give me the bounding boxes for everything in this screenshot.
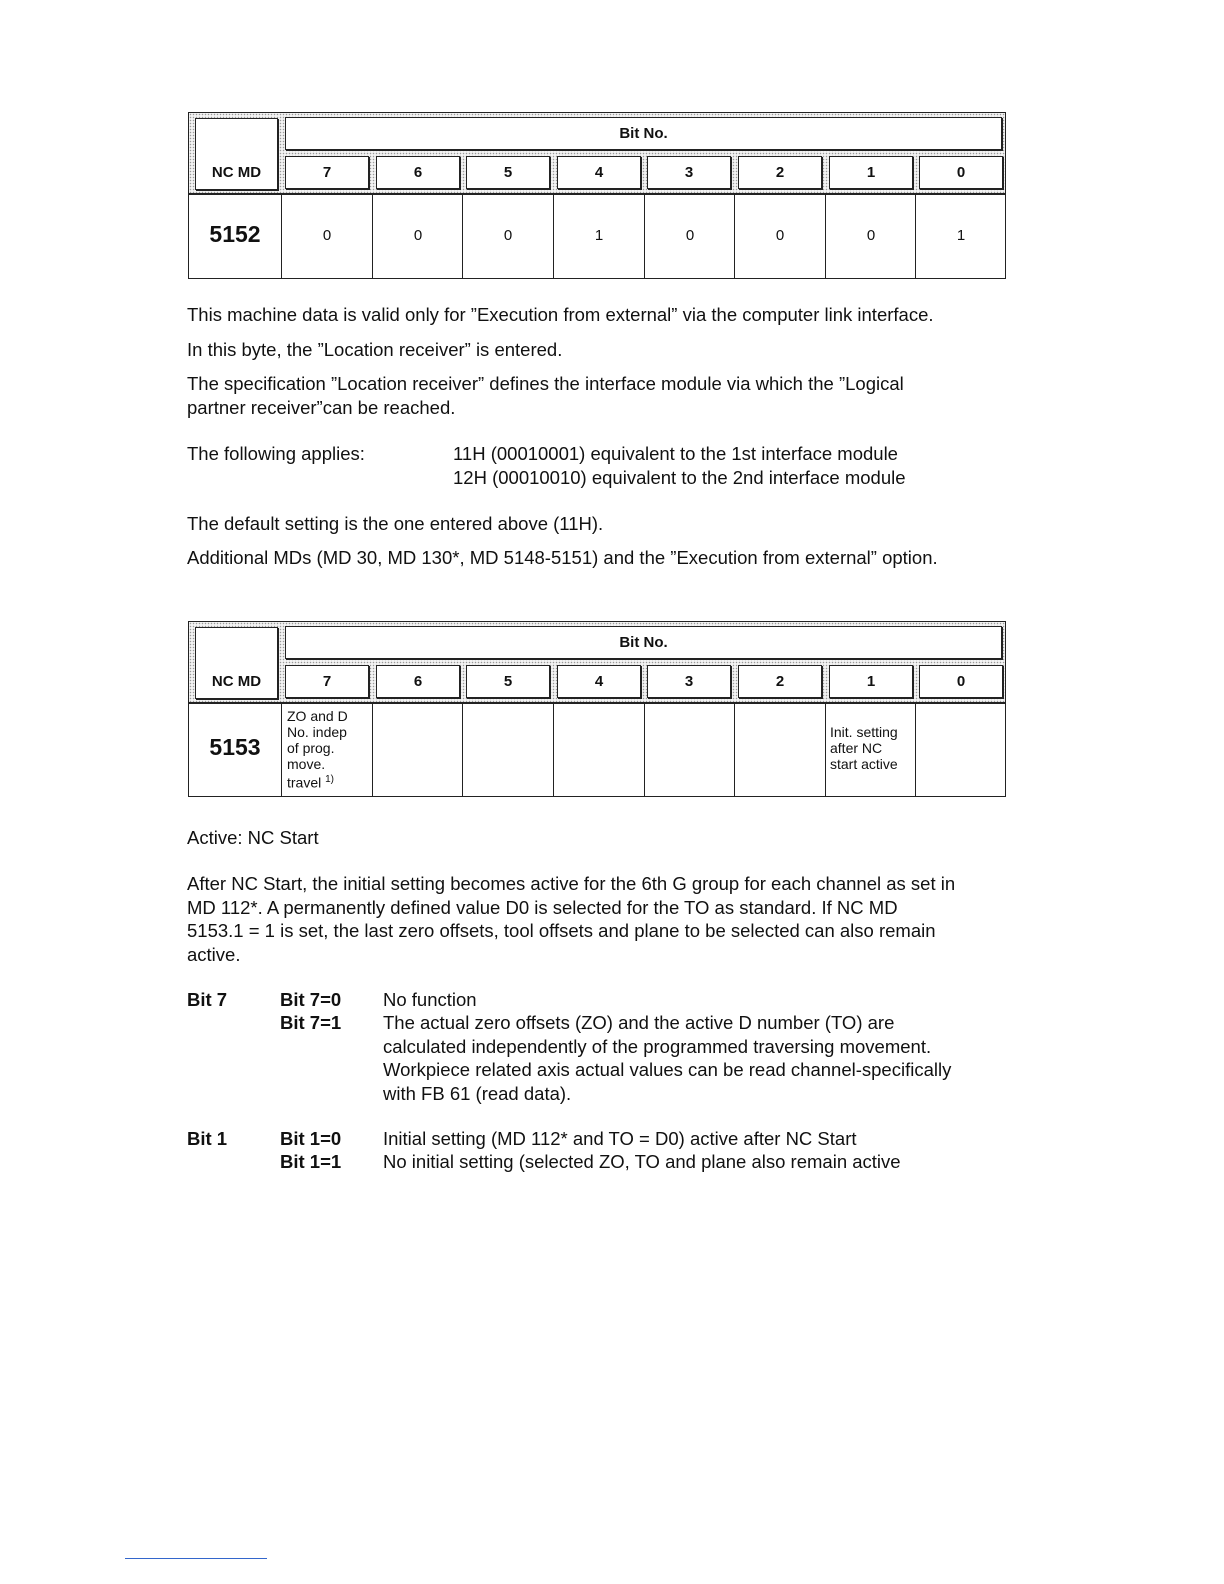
bit-7-0-label: Bit 7=0 — [280, 989, 342, 1010]
text-line: of prog. — [287, 740, 335, 756]
divider — [915, 702, 916, 796]
bit-6-value: 0 — [413, 227, 423, 244]
table-header — [189, 113, 1005, 195]
paragraph: The specification ”Location receiver” defines the interface module via which the ”Logical — [187, 373, 904, 394]
bit-3-value: 0 — [685, 227, 695, 244]
bit-1-description — [830, 724, 898, 772]
text-line: calculated independently of the programmed traversing movement. — [383, 1035, 932, 1057]
footnote-separator — [125, 1558, 267, 1559]
applies-item: 12H (00010010) equivalent to the 2nd interface module — [453, 467, 906, 488]
md-5152-table — [188, 112, 1006, 279]
divider — [734, 702, 735, 796]
bit-1-1-text: No initial setting (selected ZO, TO and plane also remain active — [383, 1151, 901, 1172]
bit-7-description — [287, 708, 348, 791]
bit-1-0-label: Bit 1=0 — [280, 1128, 342, 1149]
bit-no-header: Bit No. — [285, 117, 1002, 150]
paragraph: Additional MDs (MD 30, MD 130*, MD 5148-5151) and the ”Execution from external” option. — [187, 547, 938, 568]
bit-6-header: 6 — [376, 665, 460, 698]
applies-label: The following applies: — [187, 443, 365, 464]
bit-3-header: 3 — [647, 665, 731, 698]
bit-7-1-text — [383, 1011, 1003, 1105]
bit-4-value: 1 — [594, 227, 604, 244]
nc-md-header: NC MD — [195, 627, 278, 699]
text-line: 5153.1 = 1 is set, the last zero offsets, tool offsets and plane to be selected can also remain — [187, 920, 936, 941]
bit-1-header: 1 — [829, 156, 913, 189]
divider — [462, 702, 463, 796]
divider — [372, 702, 373, 796]
bit-2-header: 2 — [738, 156, 822, 189]
bit-2-value: 0 — [775, 227, 785, 244]
bit-5-value: 0 — [503, 227, 513, 244]
bit-0-header: 0 — [919, 665, 1003, 698]
text-line — [287, 772, 348, 791]
bit-2-header: 2 — [738, 665, 822, 698]
text-line: active. — [187, 943, 241, 965]
text-line: The actual zero offsets (ZO) and the active D number (TO) are — [383, 1012, 895, 1033]
text-line: after NC — [830, 740, 883, 756]
paragraph: In this byte, the ”Location receiver” is entered. — [187, 339, 563, 360]
footnote-marker: 1) — [325, 774, 335, 785]
divider — [281, 702, 282, 796]
text-line: Init. setting — [830, 724, 898, 740]
text-line: start active — [830, 756, 898, 772]
bit-3-header: 3 — [647, 156, 731, 189]
table-header — [189, 622, 1005, 704]
nc-md-header: NC MD — [195, 118, 278, 190]
bit-7-0-text: No function — [383, 989, 477, 1010]
bit-7-1-label: Bit 7=1 — [280, 1012, 342, 1033]
paragraph: The default setting is the one entered above (11H). — [187, 513, 604, 534]
bit-4-header: 4 — [557, 665, 641, 698]
md-5153-table — [188, 621, 1006, 797]
bit-7-header: 7 — [285, 156, 369, 189]
bit-1-1-label: Bit 1=1 — [280, 1151, 342, 1172]
active-line: Active: NC Start — [187, 827, 319, 848]
bit-1-label: Bit 1 — [187, 1128, 228, 1149]
text-line: MD 112*. A permanently defined value D0 is selected for the TO as standard. If NC MD — [187, 896, 898, 918]
bit-1-0-text: Initial setting (MD 112* and TO = D0) active after NC Start — [383, 1128, 857, 1149]
bit-1-value: 0 — [866, 227, 876, 244]
divider — [644, 702, 645, 796]
text-fragment: travel — [287, 774, 322, 791]
text-line: ZO and D — [287, 708, 348, 724]
bit-no-header: Bit No. — [285, 626, 1002, 659]
applies-item: 11H (00010001) equivalent to the 1st interface module — [453, 443, 898, 464]
divider — [825, 702, 826, 796]
text-line: move. — [287, 756, 326, 772]
divider — [553, 702, 554, 796]
text-line: No. indep — [287, 724, 347, 740]
md-number: 5152 — [209, 221, 261, 247]
bit-5-header: 5 — [466, 156, 550, 189]
bit-4-header: 4 — [557, 156, 641, 189]
paragraph: This machine data is valid only for ”Execution from external” via the computer link interface. — [187, 304, 934, 325]
paragraph — [187, 872, 1007, 966]
bit-7-header: 7 — [285, 665, 369, 698]
bit-7-label: Bit 7 — [187, 989, 228, 1010]
text-line: Workpiece related axis actual values can be read channel-specifically — [383, 1059, 952, 1080]
bit-7-value: 0 — [322, 227, 332, 244]
bit-0-header: 0 — [919, 156, 1003, 189]
text-line: After NC Start, the initial setting becomes active for the 6th G group for each channel as set in — [187, 873, 956, 894]
bit-5-header: 5 — [466, 665, 550, 698]
bit-6-header: 6 — [376, 156, 460, 189]
bit-1-header: 1 — [829, 665, 913, 698]
text-line: with FB 61 (read data). — [383, 1082, 572, 1104]
paragraph: partner receiver”can be reached. — [187, 397, 456, 418]
md-number: 5153 — [209, 734, 261, 760]
bit-0-value: 1 — [956, 227, 966, 244]
